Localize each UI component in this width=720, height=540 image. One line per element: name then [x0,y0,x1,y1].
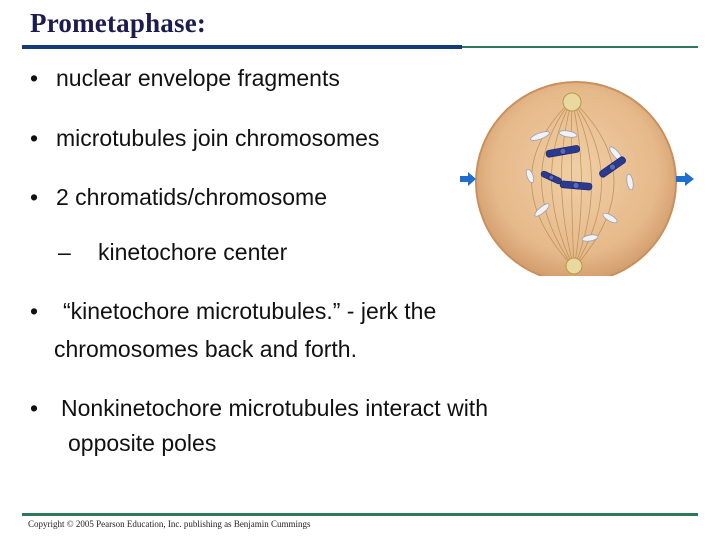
bullet-text: nuclear envelope fragments [56,65,340,91]
copyright-footer: Copyright © 2005 Pearson Education, Inc. publishing as Benjamin Cummings [28,519,311,529]
cell-body [476,82,676,276]
bullet-marker: • [30,184,39,210]
bullet-marker: • [30,395,39,421]
bullet-text-line1: Nonkinetochore microtubules interact with [61,395,488,421]
bullet-text: microtubules join chromosomes [56,125,380,151]
slide-title: Prometaphase: [30,8,207,38]
title-underline [22,45,462,49]
cell-illustration [470,78,706,276]
bullet-marker: • [30,298,39,324]
title-underline-accent [462,46,698,48]
sub-bullet-marker: – [58,239,71,265]
cell-illustration-svg [470,78,706,276]
bullet-text: 2 chromatids/chromosome [56,184,327,210]
bullet-text-line1: “kinetochore microtubules.” - jerk the [63,298,437,324]
sub-bullet-text: kinetochore center [98,239,288,265]
bullet-text-line2: opposite poles [68,430,217,456]
bullet-marker: • [30,65,39,91]
arrow-right-icon [675,170,695,188]
arrow-right-icon [459,170,477,188]
centrosome-bottom [566,258,582,274]
centrosome-top [563,93,581,111]
bullet-marker: • [30,125,39,151]
footer-rule [22,513,698,516]
bullet-text-line2: chromosomes back and forth. [54,336,357,362]
